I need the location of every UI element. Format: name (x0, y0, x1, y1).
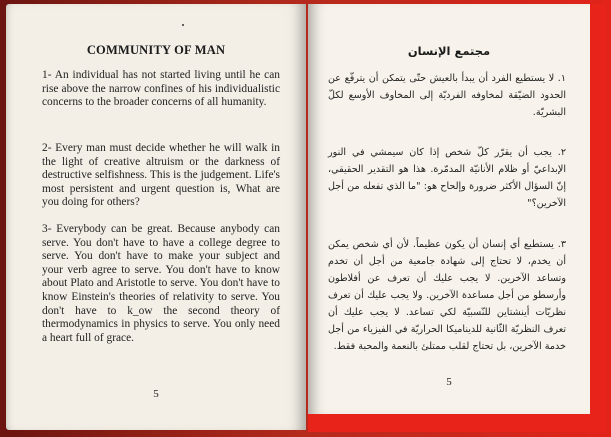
page-title-english: COMMUNITY OF MAN (86, 43, 226, 57)
paragraph-1-arabic: ١. لا يستطيع الفرد أن يبدأ بالعيش حتّى يتمكن أن يترفّع عن الحدود الضيّقة لمخاوفه الفرديّة إلى المخاوف الأوسع لكلّ البشريّة. (328, 73, 566, 118)
paragraph-2-arabic: ٢. يجب أن يقرّر كلّ شخص إذا كان سيمشي في النور الإبداعيّ أو ظلام الأنانيّة المدمّرة. هذا هو التقدير الحقيقي، إنّ السؤال الأكثر ضرورة وإلحاح هو: "ما الذي تفعله من أجل الآخرين؟" (328, 147, 566, 209)
right-page (308, 4, 590, 414)
right-page-border (308, 4, 606, 432)
page-title-arabic: مجتمع الإنسان (407, 44, 491, 58)
paragraph-2-english: 2- Every man must decide whether he will walk in the light of creative altruism or the darkness of destructive selfishness. This is the judgement. Life's most persistent and urgent question is, What are you doing for others? (42, 142, 280, 209)
left-page (6, 4, 306, 430)
paragraph-3-english: 3- Everybody can be great. Because anybody can serve. You don't have to have a college degree to serve. You don't have to make your subject and your verb agree to serve. You don't have to know about Plato and Aristotle to serve. You don't have to know Einstein's theories of relativity to serve. You don't have to k_ow the second theory of thermodynamics in physics to serve. You only need a heart full of grace. (42, 223, 280, 344)
page-speck (182, 24, 184, 26)
page-number-right: 5 (446, 376, 452, 388)
paragraph-1-english: 1- An individual has not started living until he can rise above the narrow confines of his individualistic concerns to the broader concerns of all humanity. (42, 69, 280, 109)
page-number-left: 5 (153, 388, 159, 400)
paragraph-3-arabic: ٣. يستطيع أي إنسان أن يكون عظيماً. لأن أي شخص يمكن أن يخدم، لا تحتاج إلى شهادة جامعية من أجل أن تخدم وتساعد الآخرين. لا يجب عليك أن تعرف عن أفلاطون وأرسطو من أجل مساعدة الآخرين. ولا يجب عليك أن تعرف نظريّات أينشتاين للنّسبيّة لكي تساعد. لا يجب عليك أن تعرف النظريّة الثّانية للديناميكا الحراريّة في الفيزياء من أجل خدمة الآخرين، بل تحتاج لقلب ممتلئ بالنعمة والمحبة فقط. (328, 239, 566, 352)
